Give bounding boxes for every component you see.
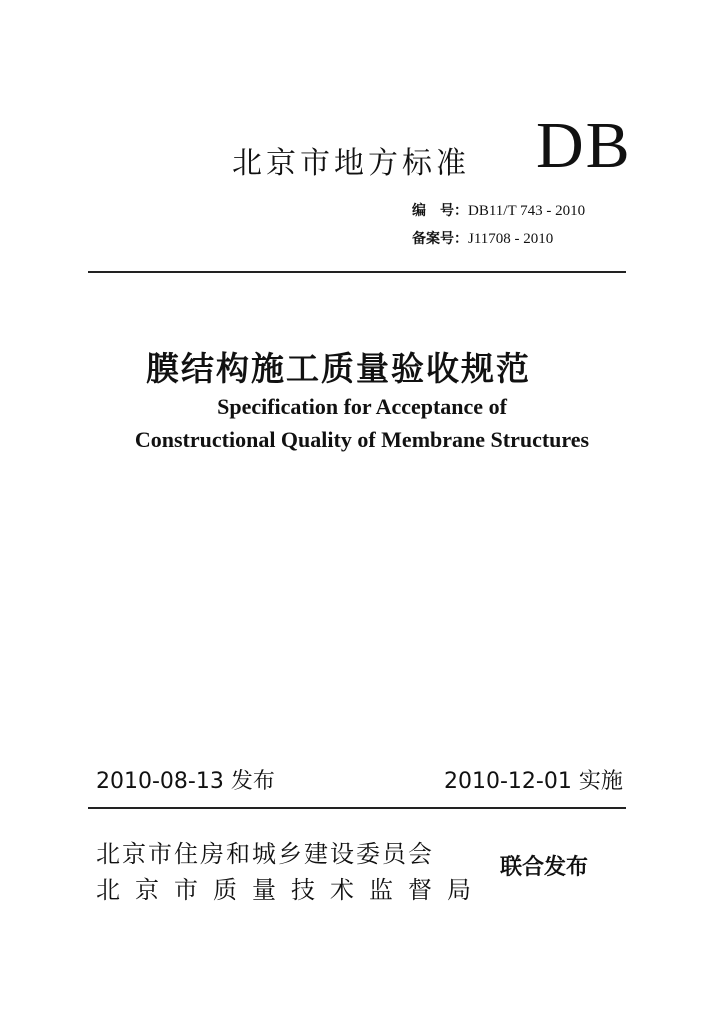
standard-number (412, 200, 585, 220)
issuer-housing-commission: 北京市住房和城乡建设委员会 (96, 840, 434, 868)
bottom-divider (88, 807, 626, 809)
standard-number-label: 编 号： (412, 203, 468, 219)
issuer-quality-bureau: 北京市质量技术监督局 (96, 876, 486, 904)
implement-date: 2010-12-01 实施 (444, 769, 623, 794)
title-chinese: 膜结构施工质量验收规范 (146, 349, 531, 388)
top-divider (88, 271, 626, 273)
db-logo: DB (536, 109, 632, 182)
title-english-line2: Constructional Quality of Membrane Structures (134, 427, 590, 452)
joint-issue-label: 联合发布 (500, 855, 589, 880)
record-number (412, 228, 553, 248)
title-english-line1: Specification for Acceptance of (217, 394, 507, 419)
record-number-value: J11708 - 2010 (468, 231, 554, 247)
publish-date: 2010-08-13 发布 (96, 769, 275, 794)
standard-number-value: DB11/T 743 - 2010 (468, 203, 586, 219)
standard-type: 北京市地方标准 (232, 146, 470, 181)
record-number-label: 备案号： (412, 231, 468, 247)
